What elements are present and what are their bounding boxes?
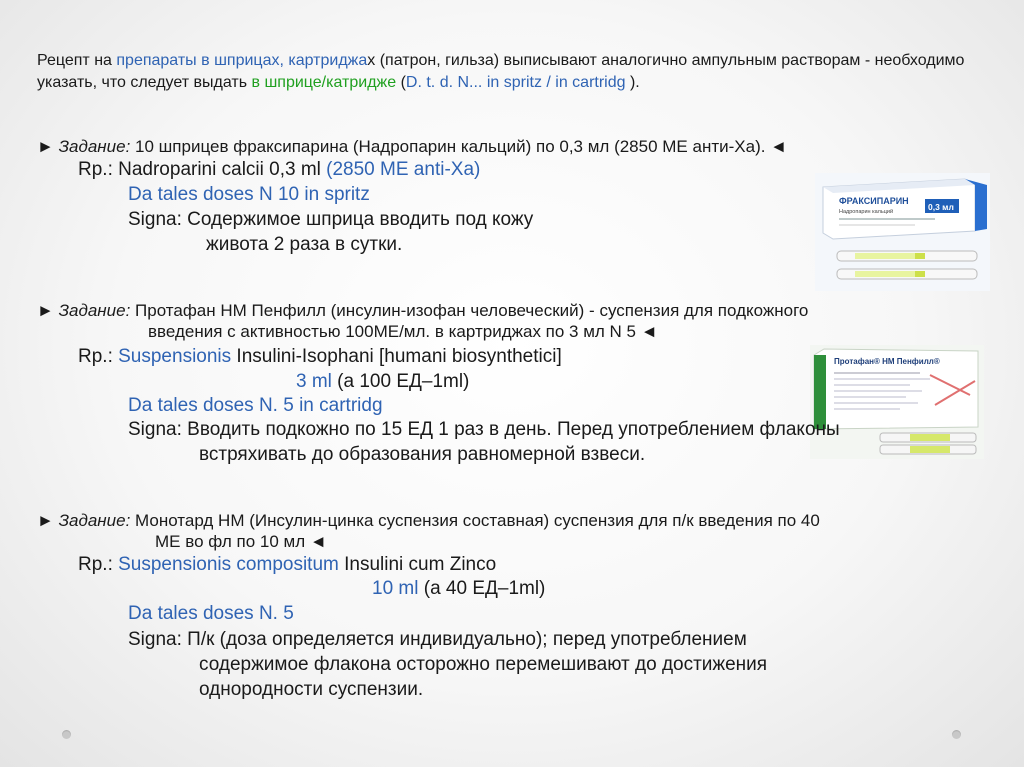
task1-text: 10 шприцев фраксипарина (Надропарин кальций) по 0,3 мл (2850 МЕ анти-Ха). ◄: [130, 137, 788, 156]
task3-signa-text1: П/к (доза определяется индивидуально); перед употреблением: [187, 629, 747, 650]
task3-rp-prefix: Rp.:: [78, 554, 119, 575]
pkg1-sub: Надропарин кальций: [839, 209, 894, 215]
task1-rp-prefix: Rp.: Nadroparini calcii 0,3 ml: [78, 159, 327, 180]
task3-rp-line: [78, 553, 496, 577]
task2-rp-rest: Insulini-Isophani [humani biosynthetici]: [231, 346, 562, 367]
task1-heading: [37, 136, 787, 157]
task2-text1: Протафан НМ Пенфилл (инсулин-изофан человеческий) - суспензия для подкожного: [130, 301, 809, 320]
task3-dose-line: [372, 577, 545, 601]
task3-rp-rest: Insulini cum Zinco: [338, 554, 497, 575]
task1-arrow: ►: [37, 137, 54, 156]
task3-heading-line1: [37, 510, 820, 531]
task2-rp-blue: Suspensionis: [118, 346, 232, 367]
task3-text1: Монотард НМ (Инсулин-цинка суспензия составная) суспензия для п/к введения по 40: [130, 511, 820, 530]
task1-signa-line1: [128, 208, 533, 232]
intro-part-4: в шприце/катридже: [251, 74, 397, 91]
decorative-dot-right: [952, 730, 961, 739]
decorative-dot-left: [62, 730, 71, 739]
task2-signa-line1: [128, 418, 840, 442]
task2-rp-prefix: Rp.:: [78, 346, 119, 367]
fraxiparine-package-image: [815, 173, 990, 291]
task3-signa-label: Signa:: [128, 629, 188, 650]
pkg1-dose: 0,3 мл: [928, 202, 954, 212]
task2-signa-line2: встряхивать до образования равномерной взвеси.: [199, 444, 646, 465]
task3-heading-line2: МЕ во фл по 10 мл ◄: [155, 532, 327, 551]
intro-part-6: D. t. d. N... in spritz / in cartridg: [405, 74, 626, 91]
task1-rp-line: [78, 158, 480, 182]
fraxiparine-package-drawing: [815, 173, 990, 291]
task1-rp-blue: (2850 ME anti-Xa): [326, 159, 481, 180]
task2-dose-line: [296, 370, 469, 394]
task1-signa-line2: живота 2 раза в сутки.: [206, 234, 403, 255]
task2-signa-text1: Вводить подкожно по 15 ЕД 1 раз в день. Перед употреблением флаконы: [187, 419, 840, 440]
intro-part-1: Рецепт на: [37, 52, 117, 69]
pkg2-brand: Протафан® НМ Пенфилл®: [834, 357, 940, 366]
intro-part-7: ).: [625, 74, 640, 91]
task3-dose-rest: (а 40 ЕД–1ml): [418, 578, 546, 599]
task3-rp-blue: Suspensionis compositum: [118, 554, 339, 575]
task1-signa-text1: Содержимое шприца вводить под кожу: [187, 209, 534, 230]
task2-dose-rest: (а 100 ЕД–1ml): [331, 371, 470, 392]
intro-part-3: х (патрон, гильза) выписывают аналогично ампульным растворам - необходимо указать, что следует выдать: [37, 52, 965, 91]
task3-arrow: ►: [37, 511, 54, 530]
task2-dose-blue: 3 ml: [296, 371, 332, 392]
intro-paragraph: [37, 50, 997, 94]
task2-arrow: ►: [37, 301, 54, 320]
task2-label: Задание:: [58, 301, 131, 320]
task1-dts: Da tales doses N 10 in spritz: [128, 184, 370, 205]
task3-signa-line2: содержимое флакона осторожно перемешивают до достижения: [199, 654, 768, 675]
task3-signa-line3: однородности суспензии.: [199, 679, 424, 700]
task3-dts: Da tales doses N. 5: [128, 603, 294, 624]
task2-signa-label: Signa:: [128, 419, 188, 440]
task3-label: Задание:: [58, 511, 131, 530]
task2-heading-line2: введения с активностью 100МЕ/мл. в картриджах по 3 мл N 5 ◄: [148, 322, 658, 341]
task2-heading-line1: [37, 300, 808, 321]
intro-part-2: препараты в шприцах, картриджа: [116, 52, 368, 69]
intro-part-5: (: [396, 74, 406, 91]
task3-signa-line1: [128, 628, 747, 652]
task1-signa-label: Signa:: [128, 209, 188, 230]
pkg1-brand: ФРАКСИПАРИН: [839, 196, 909, 206]
task3-dose-blue: 10 ml: [372, 578, 419, 599]
task2-rp-line: [78, 345, 562, 369]
task2-dts: Da tales doses N. 5 in cartridg: [128, 395, 383, 416]
task1-label: Задание:: [58, 137, 131, 156]
